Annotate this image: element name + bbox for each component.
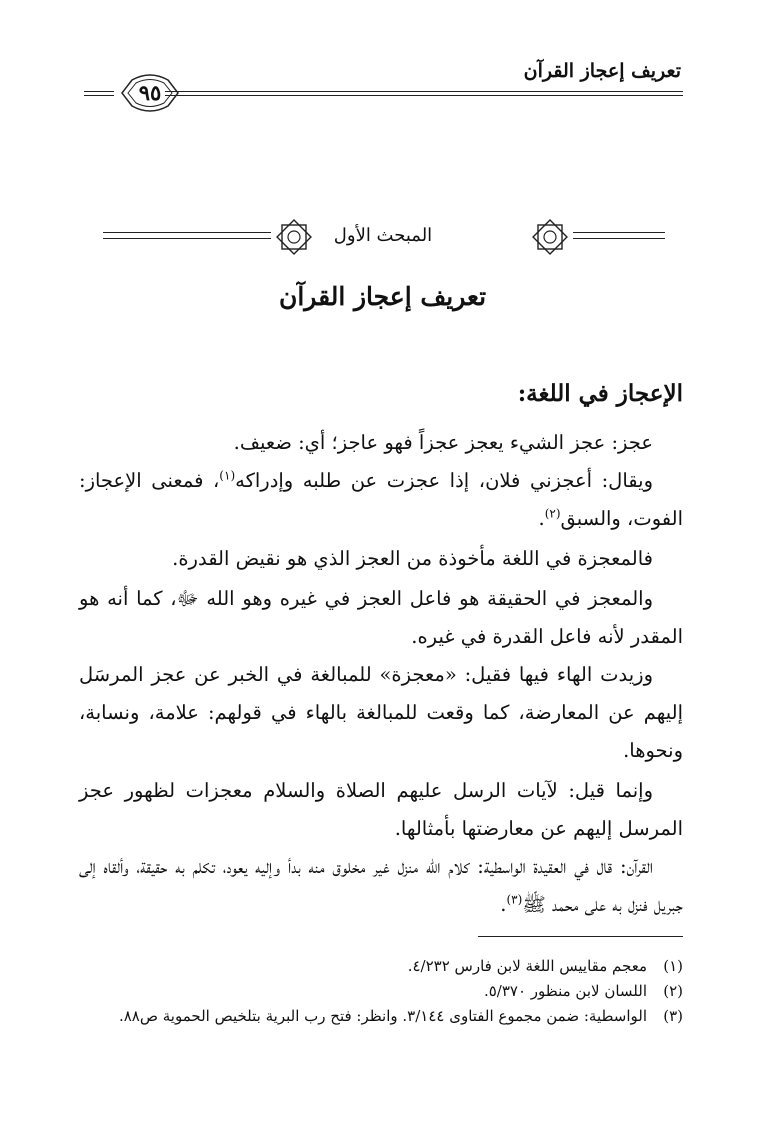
star-ornament-icon xyxy=(271,214,317,260)
footnote: (٢)اللسان لابن منظور ٥/٣٧٠. xyxy=(79,979,683,1004)
footnote-divider xyxy=(478,936,683,937)
ornament-line xyxy=(103,232,271,233)
ornament-line xyxy=(573,232,665,233)
page-number-badge xyxy=(114,68,186,118)
footnote-ref[interactable]: (٣) xyxy=(506,892,523,907)
footnote-number: (٣) xyxy=(663,1007,683,1025)
ornament-line xyxy=(103,238,271,239)
footnote-number: (٢) xyxy=(663,982,683,1000)
paragraph: عجز: عجز الشيء يعجز عجزاً فهو عاجز؛ أي: ضعيف. xyxy=(233,431,653,454)
paragraph: والمعجز في الحقيقة هو فاعل العجز في غيره وهو الله ﷻ، كما أنه هو المقدر لأنه فاعل القدرة في غيره. xyxy=(79,587,683,648)
header-rule xyxy=(84,95,114,96)
page-number: ٩٥ xyxy=(138,80,162,105)
running-header-title: تعريف إعجاز القرآن xyxy=(523,60,681,82)
section-heading-ornament xyxy=(103,214,665,264)
header-rule xyxy=(165,95,683,96)
star-ornament-icon xyxy=(527,214,573,260)
footnote-ref[interactable]: (٢) xyxy=(544,506,561,521)
paragraph: فالمعجزة في اللغة مأخوذة من العجز الذي هو نقيض القدرة. xyxy=(172,547,653,570)
paragraph: ويقال: أعجزني فلان، إذا عجزت عن طلبه وإدراكه$^{(١)}$، فمعنى الإعجاز: الفوت، والسبق$^{(٢)}$. xyxy=(79,468,683,530)
section-title: تعريف إعجاز القرآن xyxy=(278,282,487,311)
footnote-number: (١) xyxy=(663,957,683,975)
subheading: الإعجاز في اللغة: xyxy=(517,380,683,407)
paragraph: وزيدت الهاء فيها فقيل: «معجزة» للمبالغة في الخبر عن عجز المرسَل إليهم عن المعارضة، كما وقعت للمبالغة بالهاء في قولهم: علامة، ونسابة، ونحوها. xyxy=(79,663,683,762)
paragraph: وإنما قيل: لآيات الرسل عليهم الصلاة والسلام معجزات لظهور عجز المرسل إليهم عن معارضتها بأمثالها. xyxy=(79,779,683,840)
paragraph: القرآن: قال في العقيدة الواسطية: كلام الله منزل غير مخلوق منه بدأ وإليه يعود، تكلم به حقيقة، وألقاه إلى جبريل فنزل به على محمد ﷺ$^{(٣)}$. xyxy=(79,855,683,916)
header-rule xyxy=(165,91,683,92)
ornament-line xyxy=(573,238,665,239)
footnote: (٣)الواسطية: ضمن مجموع الفتاوى ٣/١٤٤. وانظر: فتح رب البرية بتلخيص الحموية ص٨٨. xyxy=(79,1004,683,1029)
header-rule xyxy=(84,91,114,92)
section-label: المبحث الأول xyxy=(333,225,433,246)
footnote-ref[interactable]: (١) xyxy=(219,468,236,483)
footnote: (١)معجم مقاييس اللغة لابن فارس ٤/٢٣٢. xyxy=(79,954,683,979)
